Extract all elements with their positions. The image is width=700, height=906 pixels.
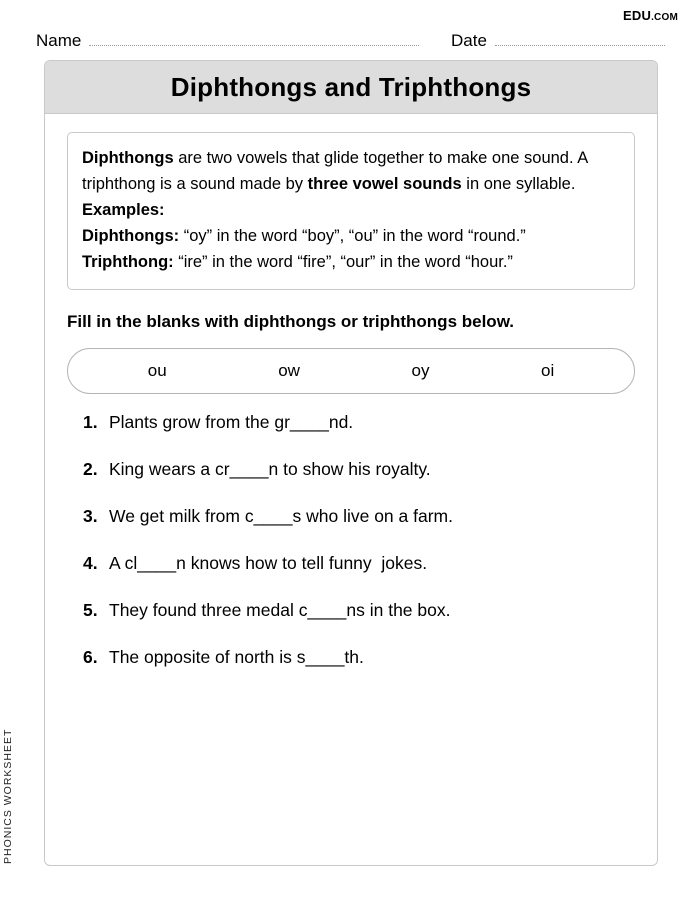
question-number: 2. <box>83 459 98 480</box>
question-text: King wears a cr____n to show his royalty. <box>109 459 431 480</box>
question-number: 4. <box>83 553 98 574</box>
brand-logo <box>623 8 678 23</box>
definition-text-2: in one syllable. <box>461 175 576 194</box>
question-number: 3. <box>83 506 98 527</box>
examples-label: Examples: <box>82 201 165 220</box>
date-label: Date <box>451 31 487 50</box>
name-input-line[interactable] <box>89 30 419 46</box>
question-item[interactable] <box>83 459 635 480</box>
example-triphthong <box>82 249 620 275</box>
worksheet-title-bar <box>45 61 657 114</box>
question-number: 1. <box>83 412 98 433</box>
name-label: Name <box>36 31 82 50</box>
brand-edu: EDU <box>623 8 652 23</box>
question-text: We get milk from c____s who live on a farm. <box>109 506 453 527</box>
name-date-row <box>36 30 672 56</box>
question-item[interactable] <box>83 600 635 621</box>
word-bank-item-2[interactable]: ow <box>278 361 300 381</box>
example-triphthong-text: “ire” in the word “fire”, “our” in the word “hour.” <box>173 253 513 272</box>
brand-com: .COM <box>651 12 678 23</box>
examples-heading <box>82 197 620 223</box>
definition-term-three-vowel-sounds: three vowel sounds <box>307 175 462 194</box>
question-item[interactable] <box>83 412 635 433</box>
date-input-line[interactable] <box>495 30 665 46</box>
question-text: A cl____n knows how to tell funny jokes. <box>109 553 428 574</box>
question-item[interactable] <box>83 553 635 574</box>
example-diphthongs <box>82 223 620 249</box>
example-diphthongs-text: “oy” in the word “boy”, “ou” in the word “round.” <box>179 227 526 246</box>
question-number: 5. <box>83 600 98 621</box>
question-text: The opposite of north is s____th. <box>109 647 364 668</box>
question-item[interactable] <box>83 506 635 527</box>
question-item[interactable] <box>83 647 635 668</box>
example-diphthongs-label: Diphthongs: <box>82 227 180 246</box>
definition-term-diphthongs: Diphthongs <box>82 149 174 167</box>
definition-box <box>67 132 635 290</box>
definition-text-1: are two vowels that glide together to make one sound. A triphthong is a sound made by <box>82 149 588 194</box>
question-number: 6. <box>83 647 98 668</box>
word-bank <box>67 348 635 394</box>
word-bank-item-3[interactable]: oy <box>411 361 430 381</box>
page-title: Diphthongs and Triphthongs <box>170 71 532 102</box>
question-list <box>83 412 635 668</box>
question-text: Plants grow from the gr____nd. <box>109 412 354 433</box>
definition-paragraph <box>82 145 620 197</box>
word-bank-item-1[interactable]: ou <box>147 361 167 381</box>
word-bank-item-4[interactable]: oi <box>540 361 555 381</box>
instruction-text: Fill in the blanks with diphthongs or triphthongs below. <box>67 312 515 332</box>
question-text: They found three medal c____ns in the box. <box>109 600 451 621</box>
example-triphthong-label: Triphthong: <box>82 253 174 272</box>
worksheet-card <box>44 60 658 866</box>
side-category-label: PHONICS WORKSHEET <box>2 728 14 864</box>
date-field[interactable] <box>451 30 686 51</box>
name-field[interactable] <box>36 30 426 51</box>
